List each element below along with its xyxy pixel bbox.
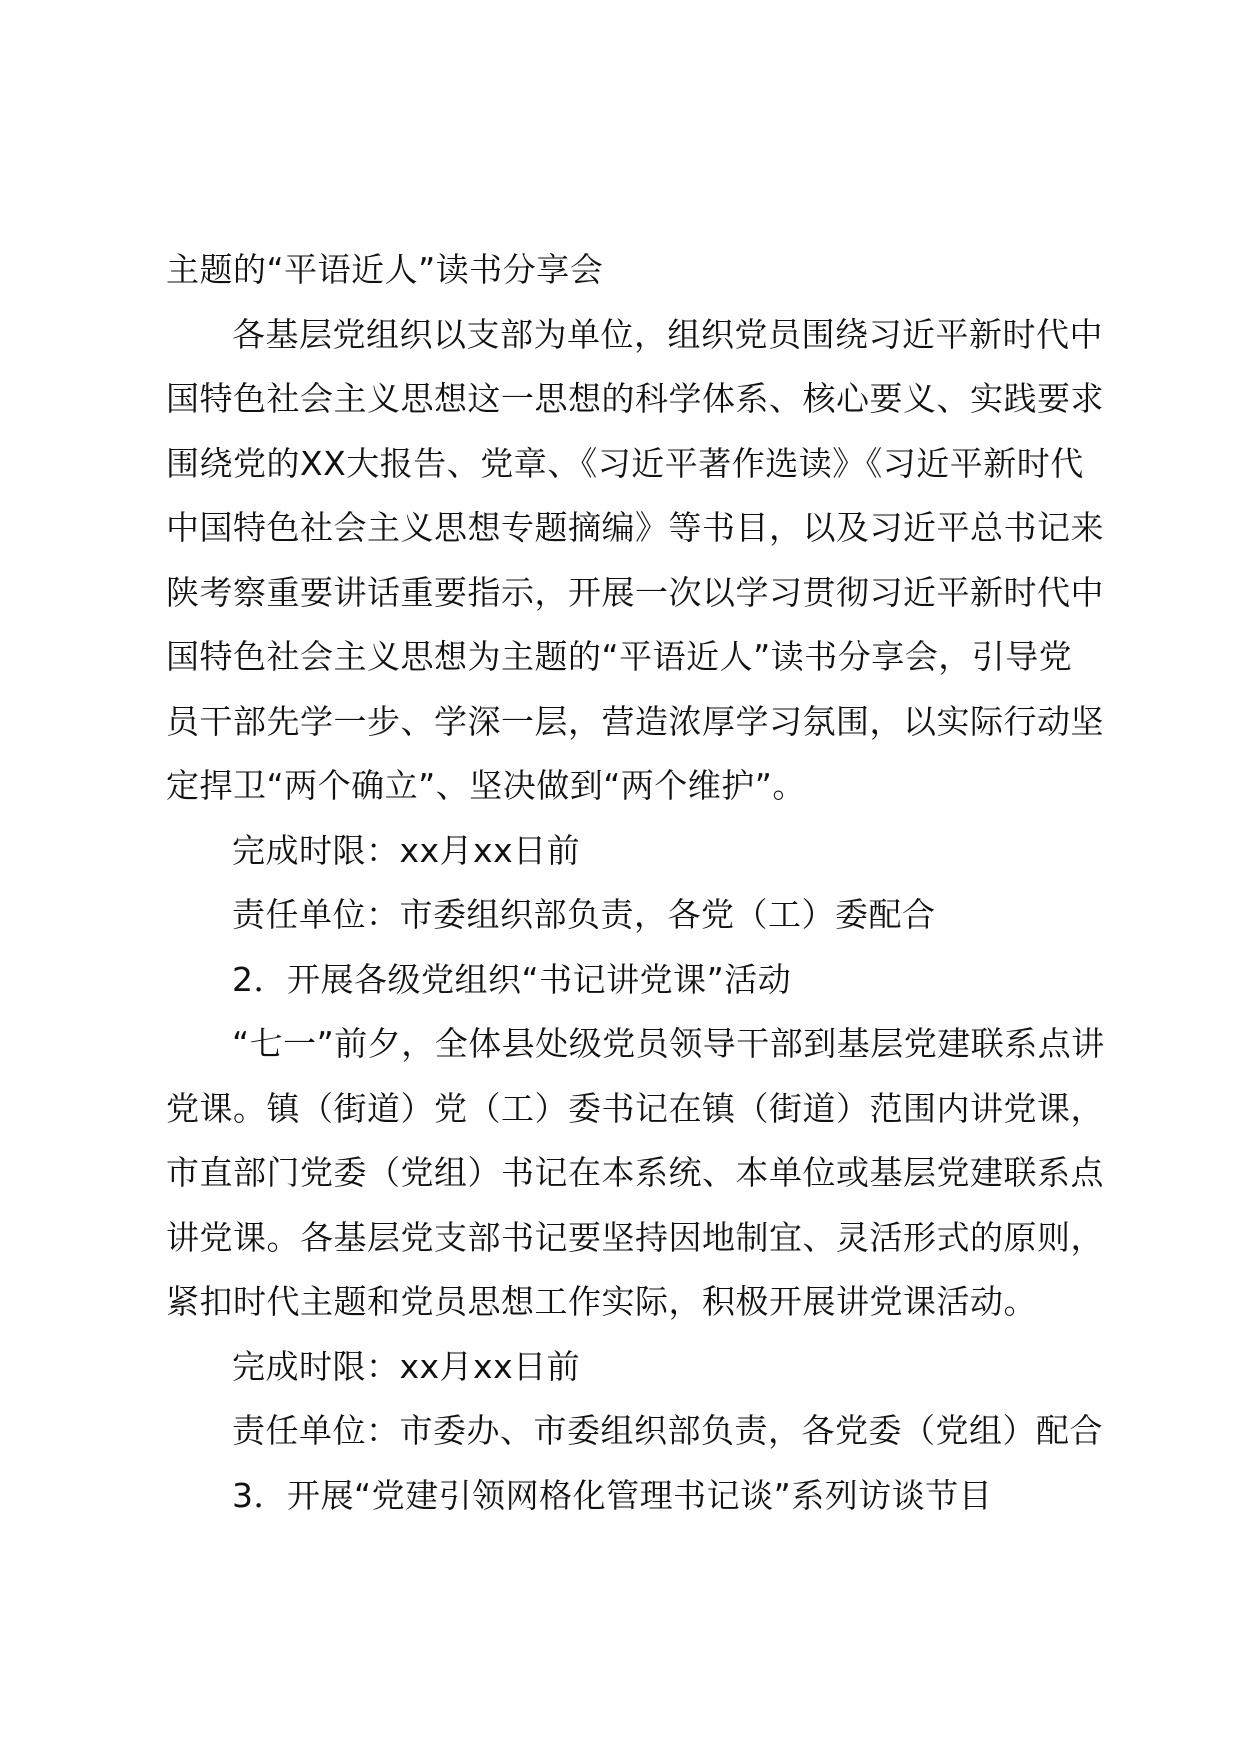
text-line: 讲党课。各基层党支部书记要坚持因地制宜、灵活形式的原则， [166,1217,1104,1257]
text-line: 主题的“平语近人”读书分享会 [166,250,604,289]
text-line: 中国特色社会主义思想专题摘编》等书目，以及习近平总书记来 [166,508,1104,547]
deadline-line: 完成时限：xx月xx日前 [232,1346,581,1386]
text-line: 国特色社会主义思想这一思想的科学体系、核心要义、实践要求 [166,379,1104,418]
text-line: 党课。镇（街道）党（工）委书记在镇（街道）范围内讲党课， [166,1088,1104,1128]
text-line: 紧扣时代主题和党员思想工作实际，积极开展讲党课活动。 [166,1282,1037,1321]
section-heading: 3．开展“党建引领网格化管理书记谈”系列访谈节目 [232,1475,993,1515]
text-line: 员干部先学一步、学深一层，营造浓厚学习氛围，以实际行动坚 [166,701,1104,741]
paragraph-start-line: 各基层党组织以支部为单位，组织党员围绕习近平新时代中 [232,314,1103,354]
responsible-unit-line: 责任单位：市委办、市委组织部负责，各党委（党组）配合 [232,1411,1103,1450]
text-line: 国特色社会主义思想为主题的“平语近人”读书分享会，引导党 [166,637,1073,676]
text-line: 陕考察重要讲话重要指示，开展一次以学习贯彻习近平新时代中 [166,572,1104,612]
section-heading: 2．开展各级党组织“书记讲党课”活动 [232,959,792,999]
paragraph-start-line: “七一”前夕，全体县处级党员领导干部到基层党建联系点讲 [232,1024,1105,1063]
deadline-line: 完成时限：xx月xx日前 [232,830,581,870]
text-line: 围绕党的XX大报告、党章、《习近平著作选读》《习近平新时代 [166,443,1084,483]
document-body [166,238,1126,1528]
text-line: 市直部门党委（党组）书记在本系统、本单位或基层党建联系点 [166,1153,1104,1192]
responsible-unit-line: 责任单位：市委组织部负责，各党（工）委配合 [232,895,936,934]
text-line: 定捍卫“两个确立”、坚决做到“两个维护”。 [166,766,806,805]
